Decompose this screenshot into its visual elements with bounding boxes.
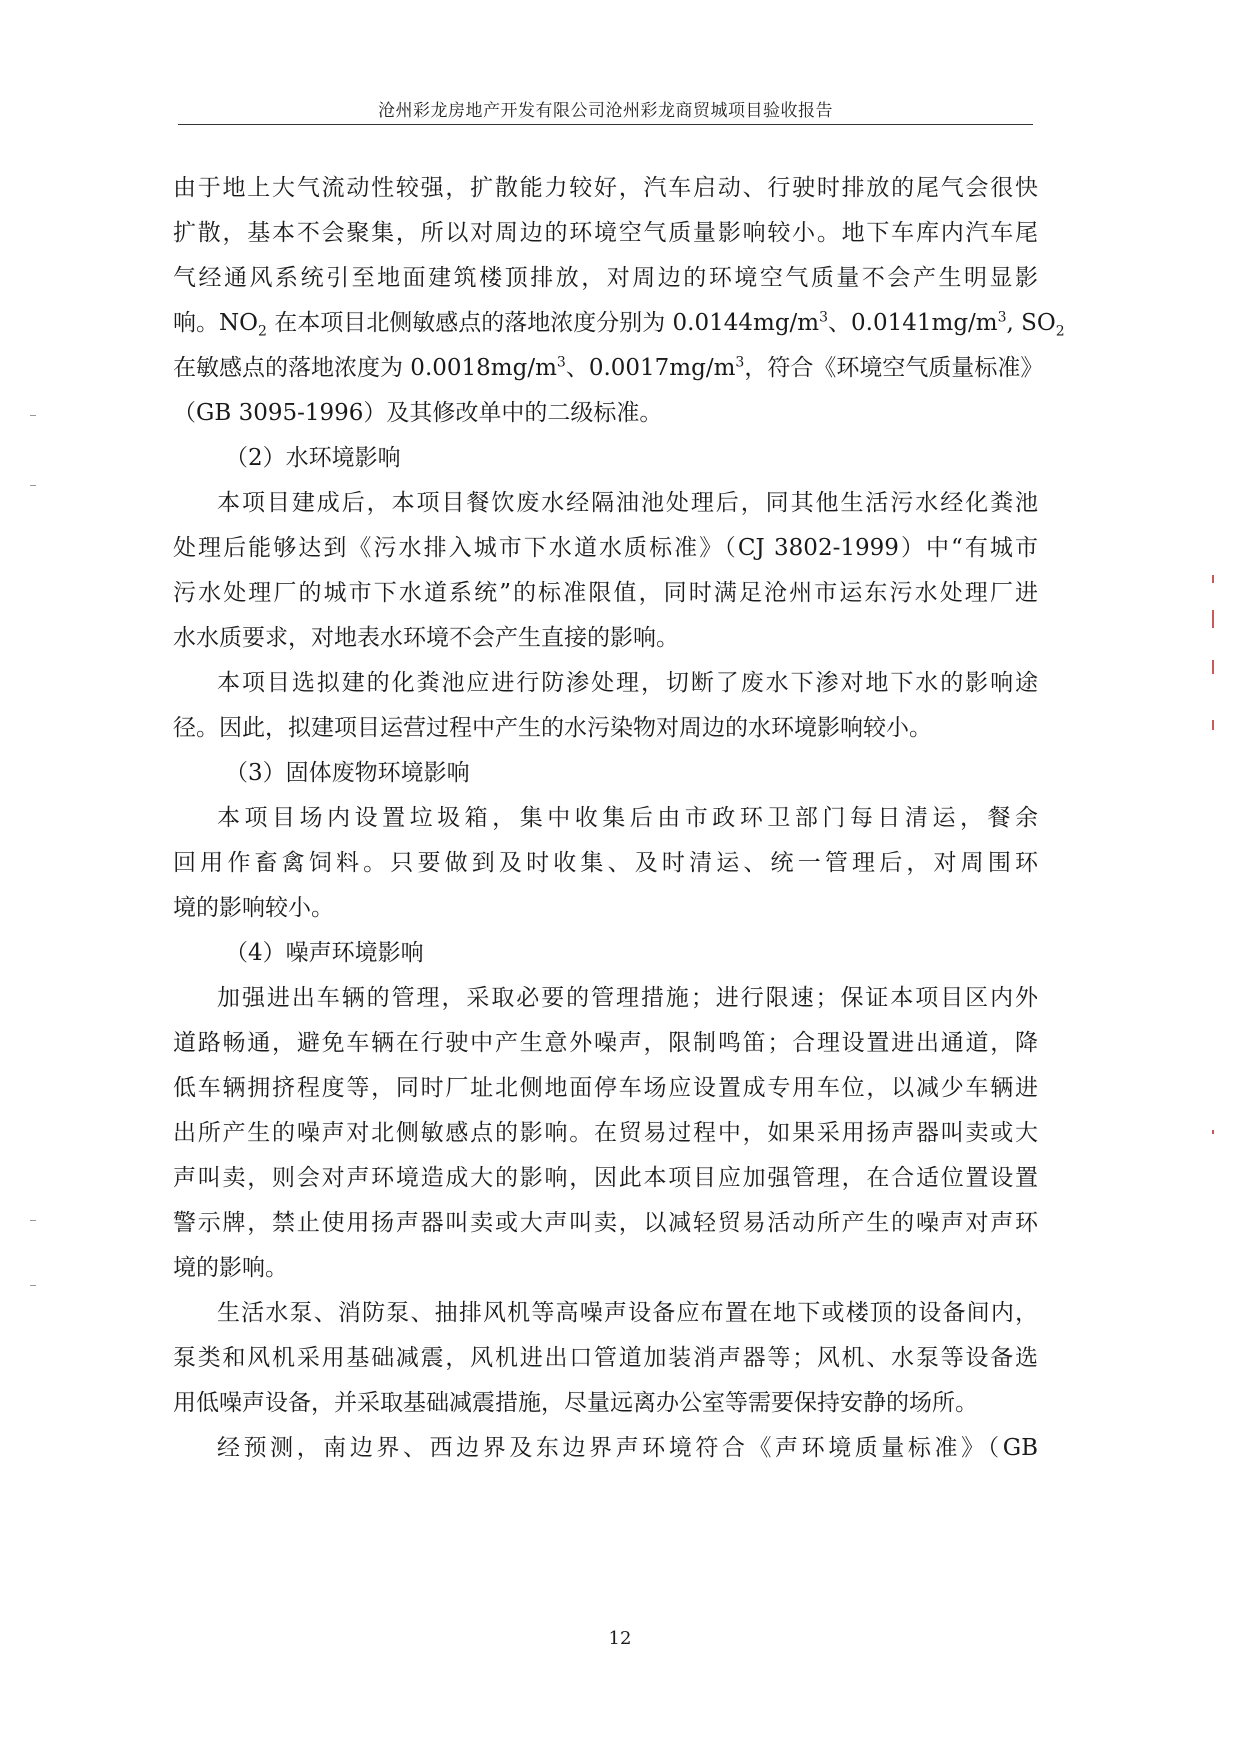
paragraph-line: 本项目建成后，本项目餐饮废水经隔油池处理后，同其他生活污水经化粪池 <box>217 490 1038 516</box>
scan-artifact <box>30 1285 36 1286</box>
paragraph-line: 用低噪声设备，并采取基础减震措施，尽量远离办公室等需要保持安静的场所。 <box>173 1390 978 1416</box>
paragraph-line: 扩散，基本不会聚集，所以对周边的环境空气质量影响较小。地下车库内汽车尾 <box>173 220 1038 246</box>
paragraph-line: 出所产生的噪声对北侧敏感点的影响。在贸易过程中，如果采用扬声器叫卖或大 <box>173 1120 1038 1146</box>
paragraph-line: （GB 3095-1996）及其修改单中的二级标准。 <box>173 400 663 426</box>
paragraph-line: 径。因此，拟建项目运营过程中产生的水污染物对周边的水环境影响较小。 <box>173 715 932 741</box>
section-heading: （2）水环境影响 <box>225 445 401 471</box>
paragraph-line: 境的影响。 <box>173 1255 288 1281</box>
paragraph-line-formula: 在敏感点的落地浓度为 $0.0018mg/m^3$、$0.0017mg/m^3$，符合《环境空气质量标准》 <box>173 354 1044 381</box>
section-heading: （4）噪声环境影响 <box>225 940 424 966</box>
paragraph-line: 道路畅通，避免车辆在行驶中产生意外噪声，限制鸣笛；合理设置进出通道，降 <box>173 1030 1038 1056</box>
paragraph-line: 警示牌，禁止使用扬声器叫卖或大声叫卖，以减轻贸易活动所产生的噪声对声环 <box>173 1210 1038 1236</box>
header-rule <box>178 124 1033 125</box>
paragraph-line: 本项目场内设置垃圾箱，集中收集后由市政环卫部门每日清运，餐余 <box>217 805 1038 831</box>
paragraph-line: 处理后能够达到《污水排入城市下水道水质标准》（CJ 3802-1999）中“有城市 <box>173 535 1038 561</box>
page-number: 12 <box>608 1628 632 1649</box>
paragraph-line: 由于地上大气流动性较强，扩散能力较好，汽车启动、行驶时排放的尾气会很快 <box>173 175 1038 201</box>
scan-artifact <box>30 485 36 486</box>
paragraph-line: 回用作畜禽饲料。只要做到及时收集、及时清运、统一管理后，对周围环 <box>173 850 1038 876</box>
paragraph-line: 泵类和风机采用基础减震，风机进出口管道加装消声器等；风机、水泵等设备选 <box>173 1345 1038 1371</box>
paragraph-line: 声叫卖，则会对声环境造成大的影响，因此本项目应加强管理，在合适位置设置 <box>173 1165 1038 1191</box>
paragraph-line: 污水处理厂的城市下水道系统”的标准限值，同时满足沧州市运东污水处理厂进 <box>173 580 1038 606</box>
paragraph-line: 加强进出车辆的管理，采取必要的管理措施；进行限速；保证本项目区内外 <box>217 985 1038 1011</box>
scan-artifact <box>1212 720 1214 730</box>
paragraph-line: 低车辆拥挤程度等，同时厂址北侧地面停车场应设置成专用车位，以减少车辆进 <box>173 1075 1038 1101</box>
paragraph-line: 本项目选拟建的化粪池应进行防渗处理，切断了废水下渗对地下水的影响途 <box>217 670 1038 696</box>
scan-artifact <box>1212 575 1214 583</box>
paragraph-line: 气经通风系统引至地面建筑楼顶排放，对周边的环境空气质量不会产生明显影 <box>173 265 1038 291</box>
scan-artifact <box>1212 660 1214 674</box>
paragraph-line: 境的影响较小。 <box>173 895 334 921</box>
scan-artifact <box>1212 610 1214 628</box>
paragraph-line: 经预测，南边界、西边界及东边界声环境符合《声环境质量标准》（GB <box>217 1435 1038 1461</box>
paragraph-line-formula: 响。$NO_2$ 在本项目北侧敏感点的落地浓度分别为 $0.0144mg/m^3$、$0.0141mg/m^3$, $SO_2$ <box>173 309 1065 340</box>
scan-artifact <box>30 1220 36 1221</box>
scan-artifact <box>1212 1130 1214 1134</box>
section-heading: （3）固体废物环境影响 <box>225 760 470 786</box>
paragraph-line: 水水质要求，对地表水环境不会产生直接的影响。 <box>173 625 679 651</box>
scan-artifact <box>30 415 36 416</box>
paragraph-line: 生活水泵、消防泵、抽排风机等高噪声设备应布置在地下或楼顶的设备间内， <box>217 1300 1038 1326</box>
page-header: 沧州彩龙房地产开发有限公司沧州彩龙商贸城项目验收报告 <box>378 101 833 121</box>
